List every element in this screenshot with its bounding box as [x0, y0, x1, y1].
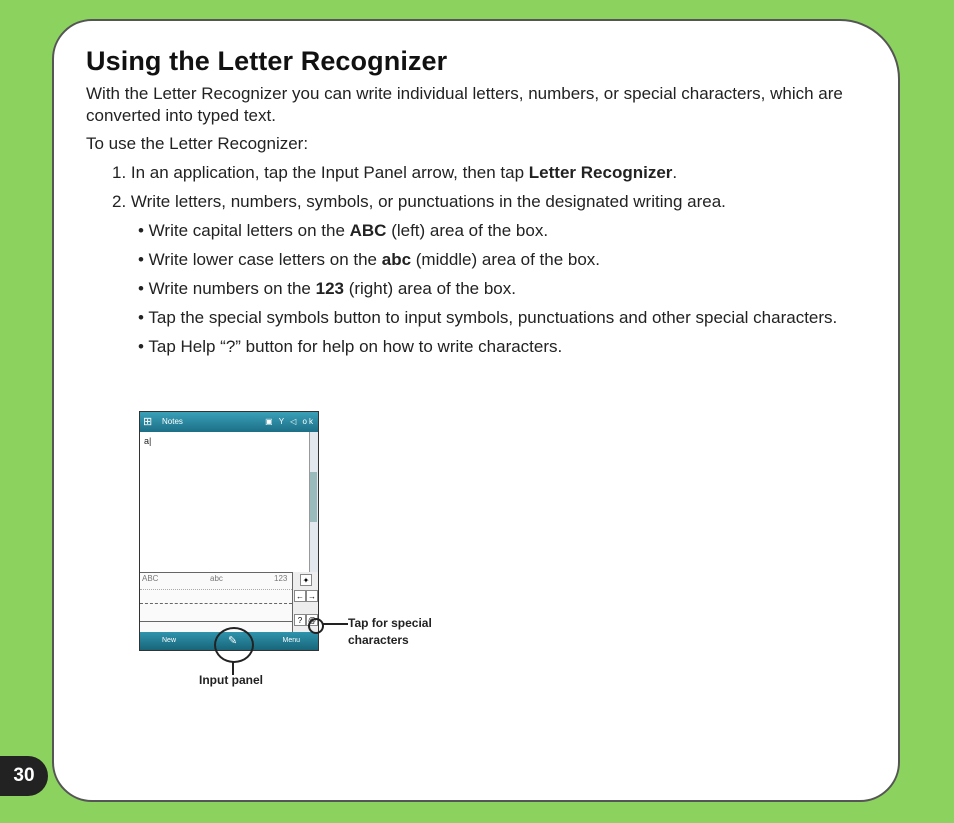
bullet-item: [138, 278, 846, 300]
bullet-text-post: (right) area of the box.: [343, 279, 516, 298]
bullet-bold: ABC: [349, 221, 387, 240]
bullet-bold: abc: [381, 250, 412, 269]
backspace-key[interactable]: ←: [296, 592, 304, 601]
recognizer-label-abc-capital: ABC: [142, 574, 159, 583]
app-title: Notes: [162, 417, 183, 426]
bullet-text-post: (left) area of the box.: [386, 221, 549, 240]
step-1-pre: 1. In an application, tap the Input Panel arrow, then tap: [112, 163, 529, 182]
device-screenshot: [139, 411, 319, 651]
bullet-text: • Tap the special symbols button to input symbols, punctuations and other special characters.: [138, 308, 838, 327]
lead-paragraph: To use the Letter Recognizer:: [86, 134, 309, 153]
new-softkey[interactable]: New: [162, 637, 177, 644]
special-characters-callout-line: [322, 623, 348, 625]
special-callout-line-2: characters: [348, 633, 409, 647]
input-panel-pen-icon[interactable]: ✎: [228, 635, 238, 647]
recognizer-baseline: [140, 621, 292, 622]
intro-paragraph: With the Letter Recognizer you can write individual letters, numbers, or special characters, which are converted into typed text.: [86, 84, 843, 125]
step-1-bold: Letter Recognizer: [528, 163, 673, 182]
input-panel-callout-label: Input panel: [199, 673, 263, 687]
step-1-post: .: [672, 163, 678, 182]
special-characters-callout-label: [348, 615, 448, 649]
bullet-text: • Write numbers on the: [138, 279, 316, 298]
bullet-item: [138, 336, 846, 358]
note-area[interactable]: [140, 432, 312, 580]
letter-recognizer-area[interactable]: [140, 572, 292, 635]
text-caret: a|: [144, 436, 152, 446]
bullet-text: • Write lower case letters on the: [138, 250, 382, 269]
recognizer-label-abc-lower: abc: [210, 574, 223, 583]
bullet-item: [138, 307, 846, 329]
bullet-text: • Tap Help “?” button for help on how to write characters.: [138, 337, 563, 356]
recognizer-midline: [140, 603, 292, 604]
bullet-text: • Write capital letters on the: [138, 221, 350, 240]
scrollbar-thumb[interactable]: [310, 472, 317, 522]
bullet-item: [138, 249, 846, 271]
bullet-item: [138, 220, 846, 242]
help-key[interactable]: ?: [294, 614, 306, 626]
special-symbols-key[interactable]: @: [307, 616, 317, 625]
space-key[interactable]: ✦: [300, 574, 312, 586]
recognizer-label-123: 123: [274, 574, 288, 583]
document-content: [86, 46, 846, 365]
title-bar: [140, 412, 318, 432]
recognizer-ticks: [140, 583, 292, 590]
bullet-bold: 123: [315, 279, 344, 298]
special-callout-line-1: Tap for special: [348, 616, 432, 630]
menu-softkey[interactable]: Menu: [282, 637, 300, 644]
special-characters-callout-circle: [308, 618, 324, 634]
step-1: [112, 162, 846, 184]
scrollbar[interactable]: [309, 432, 318, 580]
enter-key[interactable]: →: [308, 592, 316, 601]
page-number: 30: [0, 756, 48, 796]
input-panel-callout-circle: [214, 627, 254, 663]
bullet-text-post: (middle) area of the box.: [411, 250, 601, 269]
step-2: 2. Write letters, numbers, symbols, or punctuations in the designated writing area.: [112, 192, 726, 211]
windows-start-icon[interactable]: ⊞: [143, 416, 153, 428]
page-title: Using the Letter Recognizer: [86, 46, 448, 76]
status-icons: ▣ Y ◁ ok: [265, 417, 315, 426]
